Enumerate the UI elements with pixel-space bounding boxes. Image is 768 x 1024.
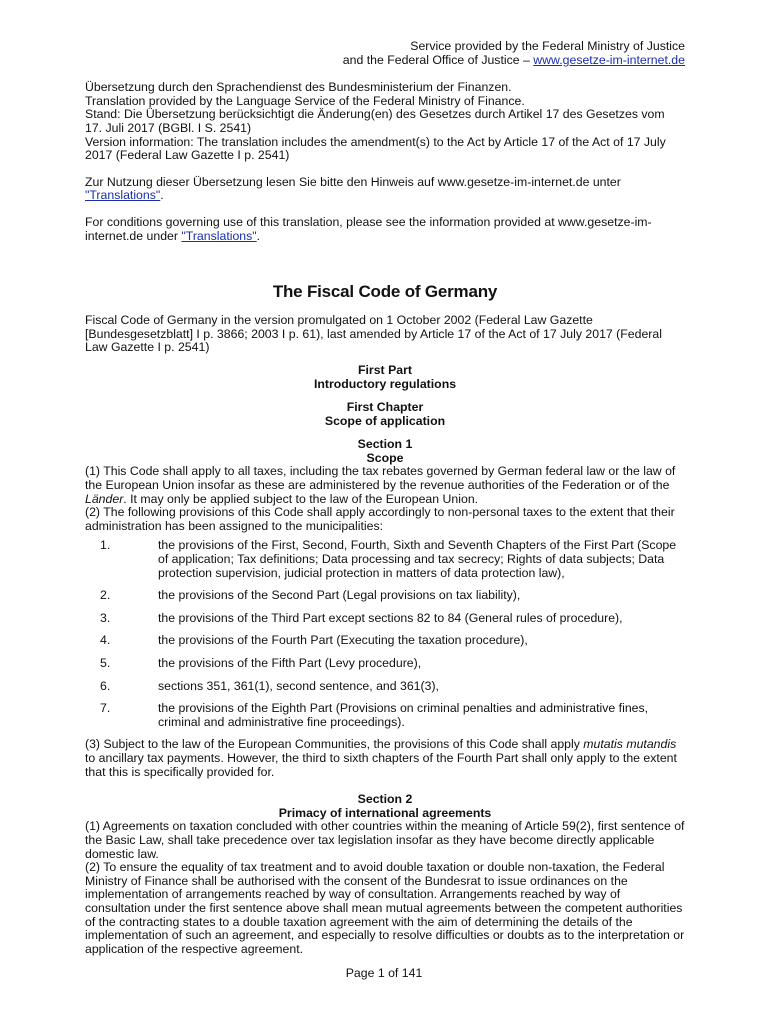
usage-note-de-suffix: . (160, 188, 164, 203)
page-footer (0, 966, 768, 980)
list-item (100, 612, 685, 626)
list-item (100, 539, 685, 580)
section-1-p1-text-a: (1) This Code shall apply to all taxes, including the tax rebates governed by German federal law or the law of the European Union insofar as these are administered by the revenue authorities of the Federation or of the (85, 464, 676, 493)
section-1-p1-emphasis: Länder (85, 491, 124, 506)
page-header (85, 40, 685, 67)
list-item-text: the provisions of the Fifth Part (Levy procedure), (158, 656, 422, 670)
header-line-1: Service provided by the Federal Ministry of Justice (410, 39, 685, 53)
usage-note-de-text: Zur Nutzung dieser Übersetzung lesen Sie bitte den Hinweis auf www.gesetze-im-internet.de unter (85, 174, 621, 189)
translations-link-de[interactable]: "Translations" (85, 188, 161, 203)
list-item-text: the provisions of the Fourth Part (Executing the taxation procedure), (158, 633, 528, 648)
translations-link-en[interactable]: "Translations" (181, 228, 257, 243)
version-note-en: Version information: The translation includes the amendment(s) to the Act by Article 17 of the Act of 17 July 2017 (Federal Law Gazette I p. 2541) (85, 134, 666, 163)
document-subtitle: Fiscal Code of Germany in the version promulgated on 1 October 2002 (Federal Law Gazette [Bundesgesetzblatt] I p. 3866; 2003 I p. 61), last amended by Article 17 of the Act of 17 July 2017 (Federal Law Gazette I p. 2541) (85, 313, 662, 355)
section-1-title: Scope (366, 450, 404, 465)
section-1-heading (85, 438, 685, 465)
list-item-number: 3. (100, 610, 111, 625)
section-1-p3-emphasis: mutatis mutandis (583, 737, 677, 752)
chapter-heading-line-2: Scope of application (324, 413, 446, 428)
stand-note-de: Stand: Die Übersetzung berücksichtigt die Änderung(en) des Gesetzes durch Artikel 17 des Gesetzes vom 17. Juli 2017 (BGBl. I S. 2541) (85, 107, 665, 135)
usage-note-en-text: For conditions governing use of this translation, please see the information provided at www.gesetze-im-internet.de under (85, 214, 652, 243)
section-1-p3-text-b: to ancillary tax payments. However, the third to sixth chapters of the Fourth Part shall only apply to the extent that this is specifically provided for. (85, 750, 677, 779)
translation-note-en: Translation provided by the Language Service of the Federal Ministry of Finance. (85, 93, 525, 108)
list-item-text: sections 351, 361(1), second sentence, and 361(3), (158, 678, 439, 693)
translation-note-de: Übersetzung durch den Sprachendienst des Bundesministerium der Finanzen. (85, 80, 512, 95)
header-line-2 (85, 54, 685, 68)
usage-note-en-suffix: . (256, 228, 261, 243)
chapter-heading-line-1: First Chapter (346, 400, 424, 415)
list-item (100, 589, 685, 603)
document-title: The Fiscal Code of Germany (272, 282, 498, 302)
list-item (100, 657, 685, 671)
gesetze-link[interactable]: www.gesetze-im-internet.de (533, 52, 685, 67)
list-item-number: 7. (100, 701, 111, 716)
section-1-paragraph-3 (85, 738, 685, 779)
list-item-text: the provisions of the Second Part (Legal provisions on tax liability), (158, 588, 521, 603)
section-1-paragraph-2: (2) The following provisions of this Code shall apply accordingly to non-personal taxes to the extent that their administration has been assigned to the municipalities: (85, 505, 675, 533)
list-item-number: 2. (100, 588, 111, 603)
list-item (100, 680, 685, 694)
list-item-text: the provisions of the First, Second, Fourth, Sixth and Seventh Chapters of the First Part (Scope of application; Tax definitions; Data processing and tax secrecy; Rights of data subjects; Data protection supervision, judicial protection in matters of data protection law), (158, 538, 677, 580)
section-2-heading (85, 793, 685, 820)
section-2-paragraph-2: (2) To ensure the equality of tax treatment and to avoid double taxation or double non-taxation, the Federal Ministry of Finance shall be authorised with the consent of the Bundesrat to issue ordinances on the implementation of arrangements reached by way of consultation. Arrangements reached by way of consultation under the first sentence above shall mean mutual agreements between the competent authorities of the contracting states to a double taxation agreement with the aim of determining the details of the implementation of such an agreement, and especially to resolve difficulties or doubts as to the interpretation or application of the respective agreement. (85, 860, 685, 956)
list-item (100, 702, 685, 729)
section-2-paragraph-1: (1) Agreements on taxation concluded with other countries within the meaning of Article 59(2), first sentence of the Basic Law, shall take precedence over tax legislation insofar as they have become directly applicable domestic law. (85, 819, 685, 861)
section-1-p1-text-b: . It may only be applied subject to the law of the European Union. (123, 491, 479, 506)
section-1-paragraph-1 (85, 465, 685, 506)
list-item-number: 6. (100, 678, 111, 693)
usage-note-en (85, 216, 685, 243)
section-1-p3-text-a: (3) Subject to the law of the European Communities, the provisions of this Code shall apply (85, 737, 584, 752)
part-heading-line-2: Introductory regulations (313, 376, 457, 391)
list-item-number: 4. (100, 633, 111, 648)
list-item-number: 5. (100, 656, 111, 670)
document-page (85, 40, 685, 956)
list-item-number: 1. (100, 538, 111, 553)
intro-block (85, 81, 685, 243)
section-2-title: Primacy of international agreements (278, 805, 492, 820)
chapter-heading (85, 401, 685, 428)
list-item-text: the provisions of the Eighth Part (Provisions on criminal penalties and administrative fines, criminal and administrative fine proceedings). (158, 701, 649, 729)
part-heading (85, 364, 685, 391)
usage-note-de (85, 176, 685, 203)
list-item-text: the provisions of the Third Part except sections 82 to 84 (General rules of procedure), (158, 610, 623, 625)
part-heading-line-1: First Part (358, 362, 412, 377)
header-line-2-text: and the Federal Office of Justice – (342, 52, 534, 67)
section-1-number: Section 1 (357, 437, 413, 452)
section-1-list (100, 539, 685, 729)
list-item (100, 634, 685, 648)
section-2-number: Section 2 (357, 792, 413, 807)
page-number: Page 1 of 141 (345, 966, 423, 980)
